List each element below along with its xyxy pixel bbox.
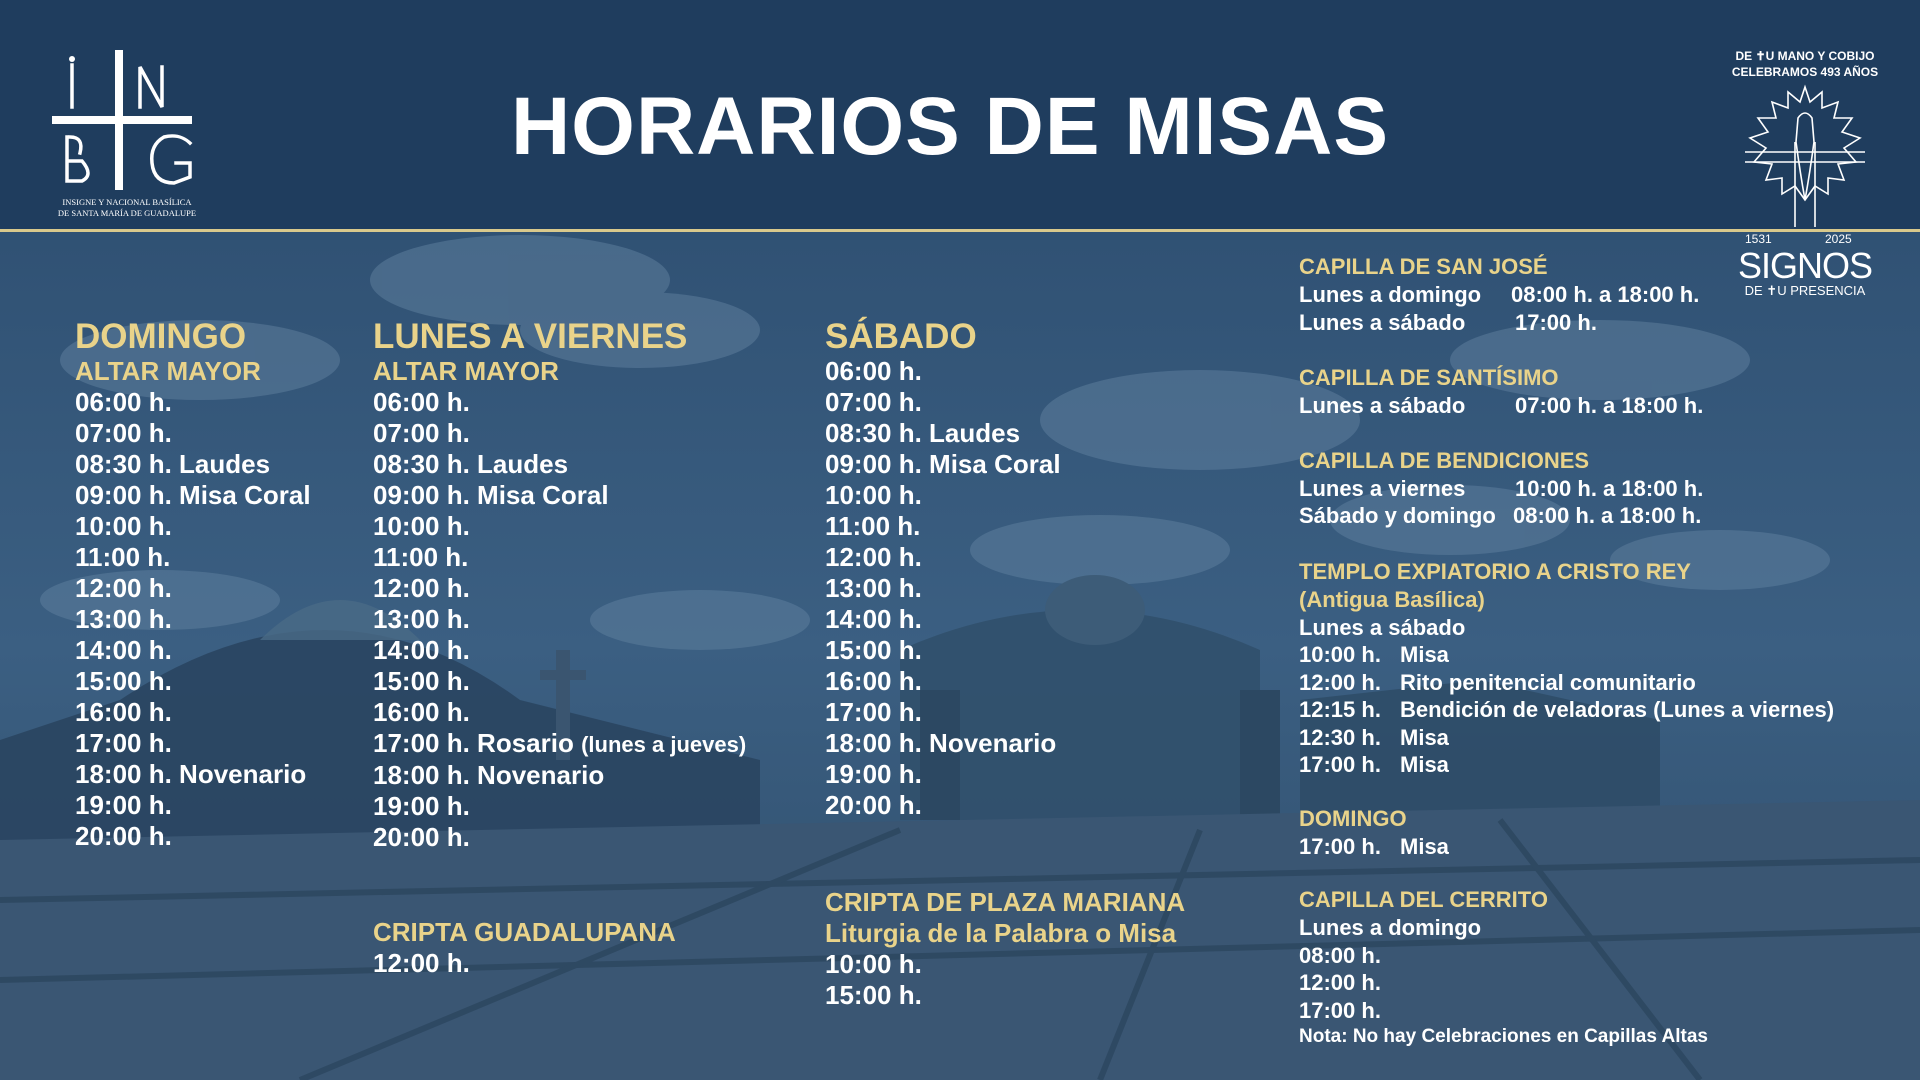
schedule-row: 09:00 h. Misa Coral — [825, 449, 1061, 479]
schedule-row: 08:30 h. Laudes — [75, 449, 271, 479]
virgin-sunburst-icon — [1740, 82, 1870, 232]
cripta-plaza-mariana-block — [825, 887, 1185, 1011]
schedule-row: 06:00 h. — [75, 387, 172, 417]
schedule-row: 16:00 h. — [825, 666, 922, 696]
san-jose-title: CAPILLA DE SAN JOSÉ — [1299, 254, 1548, 279]
schedule-row: 13:00 h. — [75, 604, 172, 634]
schedule-activity: Rito penitencial comunitario — [1400, 669, 1696, 695]
schedule-days: Sábado y domingo — [1299, 503, 1496, 528]
schedule-hours: 08:00 h. a 18:00 h. — [1513, 503, 1702, 528]
header-divider — [0, 229, 1920, 232]
schedule-row: 15:00 h. — [825, 635, 922, 665]
schedule-row: 17:00 h. — [75, 728, 172, 758]
lunes-viernes-section: ALTAR MAYOR — [373, 356, 559, 386]
schedule-days: Lunes a viernes — [1299, 475, 1466, 501]
schedule-row — [1299, 833, 1708, 861]
schedule-row — [1299, 696, 1835, 724]
schedule-row: 19:00 h. — [75, 790, 172, 820]
schedule-row: 18:00 h. Novenario — [373, 760, 605, 790]
signos-year-start: 1531 — [1745, 232, 1772, 246]
schedule-row: 19:00 h. — [373, 791, 470, 821]
schedule-row: 10:00 h. — [825, 949, 922, 979]
schedule-row: 07:00 h. — [373, 418, 470, 448]
schedule-row: 18:00 h. Novenario — [825, 728, 1057, 758]
schedule-activity: Misa — [1400, 724, 1449, 750]
schedule-row — [1299, 309, 1708, 337]
schedule-row: 09:00 h. Misa Coral — [75, 480, 311, 510]
schedule-row — [1299, 641, 1708, 669]
schedule-row: 12:00 h. — [825, 542, 922, 572]
schedule-row — [1299, 751, 1708, 779]
schedule-row: 18:00 h. Novenario — [75, 759, 307, 789]
cripta-guadalupana-block — [373, 917, 676, 979]
cerrito-title: CAPILLA DEL CERRITO — [1299, 887, 1548, 912]
logo-caption-line1: INSIGNE Y NACIONAL BASÍLICA — [62, 197, 192, 207]
schedule-row: 19:00 h. — [825, 759, 922, 789]
schedule-activity: Misa — [1400, 833, 1449, 859]
cerrito-note: Nota: No hay Celebraciones en Capillas Altas — [1299, 1026, 1708, 1047]
schedule-row: 10:00 h. — [373, 511, 470, 541]
sabado-column — [825, 318, 1061, 821]
schedule-row: 10:00 h. — [75, 511, 172, 541]
schedule-activity: Misa — [1400, 752, 1449, 777]
signos-tagline-1: DE ✝U MANO Y COBIJO — [1735, 49, 1875, 63]
signos-tagline-2: CELEBRAMOS 493 AÑOS — [1731, 65, 1879, 79]
schedule-time: 12:30 h. — [1299, 724, 1381, 750]
schedule-row: 12:00 h. — [373, 573, 470, 603]
schedule-row: 14:00 h. — [825, 604, 922, 634]
santisimo-title: CAPILLA DE SANTÍSIMO — [1299, 365, 1559, 390]
lunes-viernes-column — [373, 318, 746, 853]
schedule-row — [1299, 669, 1708, 697]
schedule-row: 20:00 h. — [825, 790, 922, 820]
schedule-row: 07:00 h. — [75, 418, 172, 448]
schedule-days: Lunes a sábado — [1299, 393, 1466, 418]
schedule-row — [1299, 281, 1708, 309]
schedule-row: 11:00 h. — [75, 542, 171, 572]
schedule-hours: 08:00 h. a 18:00 h. — [1511, 282, 1700, 307]
signos-logo — [1705, 48, 1905, 298]
schedule-row: 15:00 h. — [75, 666, 172, 696]
schedule-row: 14:00 h. — [373, 635, 470, 665]
schedule-activity: Misa — [1400, 642, 1449, 667]
page-title: HORARIOS DE MISAS — [510, 81, 1390, 172]
schedule-row: 15:00 h. — [373, 666, 470, 696]
signos-year-end: 2025 — [1825, 232, 1852, 246]
cripta-plaza-mariana-title: CRIPTA DE PLAZA MARIANA — [825, 887, 1186, 917]
schedule-row-rosario — [373, 728, 746, 760]
templo-days: Lunes a sábado — [1299, 614, 1466, 640]
schedule-row: 08:30 h. Laudes — [825, 418, 1021, 448]
schedule-row: 11:00 h. — [373, 542, 469, 572]
schedule-row: 12:00 h. — [1299, 970, 1381, 995]
schedule-row: 11:00 h. — [825, 511, 921, 541]
schedule-hours: 10:00 h. a 18:00 h. — [1515, 475, 1704, 501]
lunes-viernes-title: LUNES A VIERNES — [373, 317, 688, 356]
sabado-title: SÁBADO — [825, 317, 977, 356]
schedule-row: 10:00 h. — [825, 480, 922, 510]
cripta-plaza-mariana-subtitle: Liturgia de la Palabra o Misa — [825, 918, 1177, 948]
schedule-row: 12:00 h. — [75, 573, 172, 603]
templo-title: TEMPLO EXPIATORIO A CRISTO REY — [1299, 558, 1691, 584]
schedule-row: 16:00 h. — [373, 697, 470, 727]
schedule-row: 16:00 h. — [75, 697, 172, 727]
schedule-days: Lunes a sábado — [1299, 309, 1466, 335]
schedule-row: 06:00 h. — [825, 356, 922, 386]
schedule-days: Lunes a domingo — [1299, 282, 1482, 307]
schedule-row: 08:00 h. — [1299, 942, 1381, 968]
schedule-time: 17:00 h. — [1299, 833, 1381, 859]
schedule-hours: 17:00 h. — [1515, 309, 1597, 335]
schedule-row: 07:00 h. — [825, 387, 922, 417]
schedule-time: 12:15 h. — [1299, 697, 1381, 722]
domingo-column — [75, 318, 311, 852]
schedule-row — [1299, 724, 1708, 752]
schedule-row: 15:00 h. — [825, 980, 922, 1010]
signos-subtitle: DE ✝U PRESENCIA — [1744, 283, 1866, 298]
schedule-row — [1299, 475, 1708, 503]
schedule-activity: Bendición de veladoras (Lunes a viernes) — [1400, 697, 1835, 722]
schedule-row — [1299, 502, 1708, 530]
schedule-hours: 07:00 h. a 18:00 h. — [1515, 393, 1704, 418]
schedule-row: 13:00 h. — [373, 604, 470, 634]
schedule-time: 17:00 h. — [1299, 752, 1381, 777]
schedule-row: 17:00 h. — [825, 697, 922, 727]
schedule-row: 09:00 h. Misa Coral — [373, 480, 609, 510]
schedule-time: 10:00 h. — [1299, 642, 1381, 667]
logo-caption-line2: DE SANTA MARÍA DE GUADALUPE — [57, 208, 197, 218]
schedule-row — [1299, 392, 1708, 420]
rosario-main: 17:00 h. Rosario — [373, 728, 574, 758]
templo-subtitle: (Antigua Basílica) — [1299, 586, 1485, 612]
rosario-note: (lunes a jueves) — [581, 732, 747, 757]
schedule-row: 13:00 h. — [825, 573, 922, 603]
schedule-row: 14:00 h. — [75, 635, 172, 665]
schedule-row: 08:30 h. Laudes — [373, 449, 569, 479]
bendiciones-title: CAPILLA DE BENDICIONES — [1299, 447, 1590, 473]
cripta-guadalupana-title: CRIPTA GUADALUPANA — [373, 917, 676, 947]
schedule-row: 20:00 h. — [75, 821, 172, 851]
signos-wordmark: SIGNOS — [1737, 245, 1873, 286]
domingo-templo-title: DOMINGO — [1299, 805, 1407, 831]
schedule-time: 12:00 h. — [1299, 669, 1381, 695]
cerrito-days: Lunes a domingo — [1299, 915, 1482, 940]
domingo-title: DOMINGO — [75, 317, 247, 356]
schedule-row: 12:00 h. — [373, 948, 470, 978]
schedule-row: 20:00 h. — [373, 822, 470, 852]
schedule-row: 17:00 h. — [1299, 997, 1381, 1023]
domingo-section: ALTAR MAYOR — [75, 356, 261, 386]
schedule-row: 06:00 h. — [373, 387, 470, 417]
